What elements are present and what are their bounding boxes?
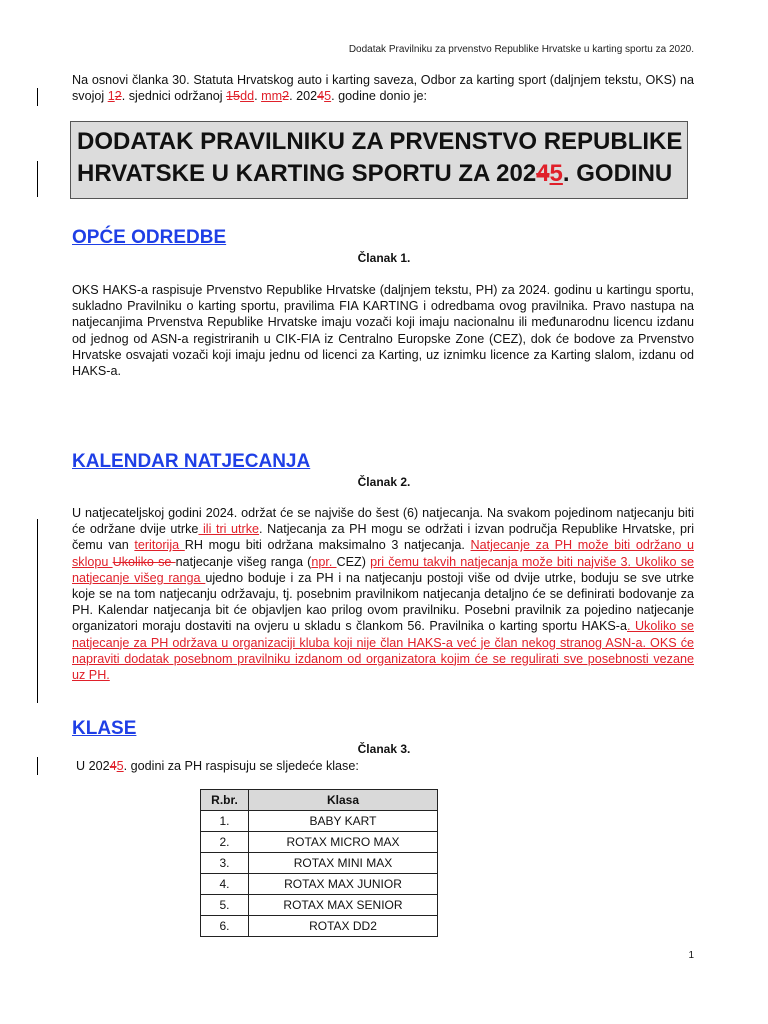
running-header: Dodatak Pravilniku za prvenstvo Republike Hrvatske u karting sportu za 2020. (348, 44, 694, 55)
row-class: ROTAX MAX SENIOR (249, 895, 438, 916)
row-number: 4. (201, 874, 249, 895)
row-number: 6. (201, 916, 249, 937)
intro-paragraph: Na osnovi članka 30. Statuta Hrvatskog auto i karting saveza, Odbor za karting sport (daljnjem tekstu, OKS) na svojoj 12. sjednici održanoj 15dd. mm2. 20245. godine donio je: (72, 73, 694, 104)
article-heading: Članak 2. (357, 475, 411, 489)
article-2-body: U natjecateljskoj godini 2024. održat će se najviše do šest (6) natjecanja. Na svakom pojedinom natjecanju biti će održane dvije utrke ili tri utrke. Natjecanja za PH mogu se održati i izvan područja Republike Hrvatske, pri čemu van teritorija RH mogu biti održana maksimalno 3 natjecanja. Natjecanje za PH može biti održano u sklopu Ukoliko se natjecanje višeg ranga (npr. CEZ) pri čemu takvih natjecanja može biti najviše 3. Ukoliko se natjecanje višeg ranga ujedno boduje i za PH i na natjecanju postoji više od dvije utrke, boduju se sve utrke koje se na tom natjecanju održavaju, tj. posebnim pravilnikom natjecanja detaljno će se definirati bodovanje za PH. Kalendar natjecanja bit će objavljen kao prilog ovom pravilniku. Posebni pravilnik za pojedino natjecanje organizatori moraju dostaviti na ovjeru u skladu s člankom 56. Pravilnika o karting sportu HAKS-a. Ukoliko se natjecanje za PH održava u organizaciji kluba koji nije član HAKS-a već je član nekog stranog ASN-a. OKS će napraviti dodatak posebnom pravilniku izdanom od organizatora kojim će se regulirati sve posebnosti vezane uz PH. (72, 506, 695, 683)
page-number: 1 (688, 950, 694, 961)
column-header-class: Klasa (249, 790, 438, 811)
row-number: 5. (201, 895, 249, 916)
article-3-intro: U 20245. godini za PH raspisuju se sljedeće klase: (76, 759, 359, 773)
row-class: ROTAX MICRO MAX (249, 832, 438, 853)
change-bar (37, 161, 38, 197)
table-row (201, 853, 438, 874)
table-row (201, 895, 438, 916)
row-number: 3. (201, 853, 249, 874)
row-class: ROTAX DD2 (249, 916, 438, 937)
row-class: ROTAX MAX JUNIOR (249, 874, 438, 895)
change-bar (37, 757, 38, 775)
column-header-number: R.br. (201, 790, 249, 811)
row-number: 2. (201, 832, 249, 853)
section-heading-opce-odredbe: OPĆE ODREDBE (72, 227, 227, 248)
section-heading-kalendar: KALENDAR NATJECANJA (72, 451, 311, 472)
document-title: DODATAK PRAVILNIKU ZA PRVENSTVO REPUBLIKE HRVATSKE U KARTING SPORTU ZA 20245. GODINU (77, 128, 683, 187)
article-heading: Članak 3. (357, 742, 411, 756)
document-title-box (70, 121, 688, 199)
change-bar (37, 519, 38, 703)
row-class: BABY KART (249, 811, 438, 832)
change-bar (37, 88, 38, 106)
table-row (201, 874, 438, 895)
row-class: ROTAX MINI MAX (249, 853, 438, 874)
classes-table (200, 789, 438, 937)
row-number: 1. (201, 811, 249, 832)
section-heading-klase: KLASE (72, 718, 137, 739)
table-row (201, 916, 438, 937)
article-1-body: OKS HAKS-a raspisuje Prvenstvo Republike Hrvatske (daljnjem tekstu, PH) za 2024. godinu u kartingu sportu, sukladno Pravilniku o karting sportu, pravilima FIA KARTING i odredbama ovog pravilnika. Pravo nastupa na natjecanjima Prvenstva Republike Hrvatske imaju vozači koji imaju nacionalnu ili međunarodnu licencu izdanu od jednog od ASN-a registriranih u CIK-FIA iz Centralno Europske Zone (CEZ), dok će bodove za Prvenstvo Hrvatske osvajati vozači koji imaju jednu od licenci za Karting, uz iznimku licence za Karting slalom, izdanu od HAKS-a. (72, 283, 694, 379)
table-row (201, 811, 438, 832)
table-row (201, 832, 438, 853)
article-heading: Članak 1. (357, 251, 411, 265)
table-header-row (201, 790, 438, 811)
